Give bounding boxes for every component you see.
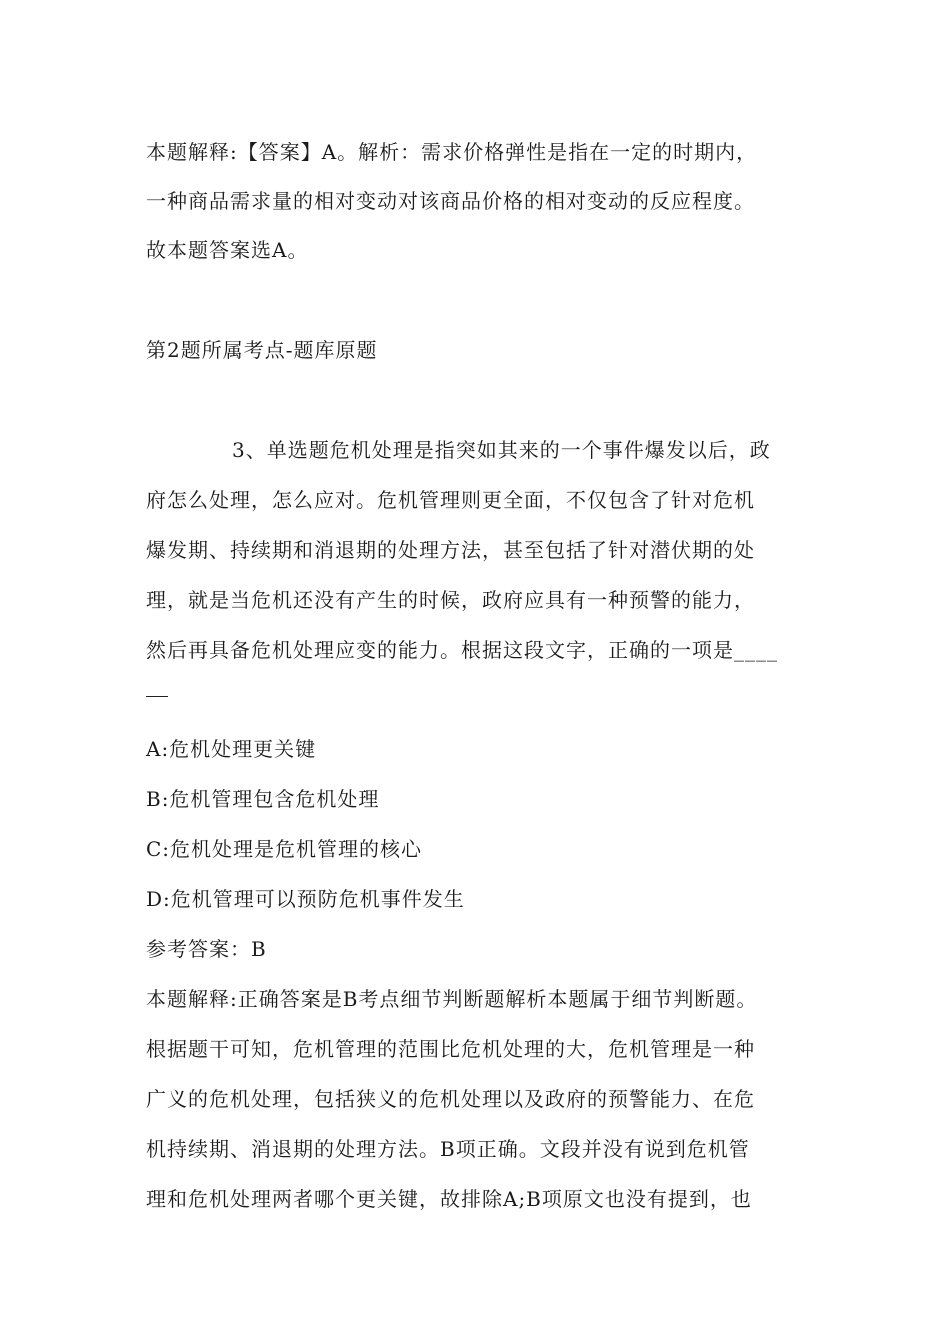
q3-stem-line-1: 3、单选题危机处理是指突如其来的一个事件爆发以后，政: [232, 438, 771, 462]
q3-explanation-line-2: 根据题干可知，危机管理的范围比危机处理的大，危机管理是一种: [146, 1037, 755, 1061]
q3-explanation-line-4: 机持续期、消退期的处理方法。B项正确。文段并没有说到危机管: [146, 1137, 750, 1161]
q3-stem-line-3: 爆发期、持续期和消退期的处理方法，甚至包括了针对潜伏期的处: [146, 538, 755, 562]
q3-explanation-line-3: 广义的危机处理，包括狭义的危机处理以及政府的预警能力、在危: [146, 1087, 755, 1111]
q3-stem-line-5: 然后再具备危机处理应变的能力。根据这段文字，正确的一项是____: [146, 638, 778, 662]
q3-option-b: B:危机管理包含危机处理: [146, 787, 380, 811]
q2-explanation-line-2: 一种商品需求量的相对变动对该商品价格的相对变动的反应程度。: [146, 189, 755, 213]
q2-knowledge-point: 第2题所属考点-题库原题: [146, 338, 378, 362]
q3-explanation-line-5: 理和危机处理两者哪个更关键，故排除A;B项原文也没有提到，也: [146, 1187, 752, 1211]
q3-option-a: A:危机处理更关键: [146, 737, 317, 761]
q3-stem-line-4: 理，就是当危机还没有产生的时候，政府应具有一种预警的能力，: [146, 588, 755, 612]
q3-option-d: D:危机管理可以预防危机事件发生: [146, 887, 465, 911]
q3-explanation-line-1: 本题解释:正确答案是B考点细节判断题解析本题属于细节判断题。: [146, 987, 758, 1011]
q2-explanation-line-1: 本题解释:【答案】A。解析：需求价格弹性是指在一定的时期内，: [146, 140, 758, 164]
q3-stem-line-2: 府怎么处理，怎么应对。危机管理则更全面，不仅包含了针对危机: [146, 488, 755, 512]
q3-option-c: C:危机处理是危机管理的核心: [146, 837, 423, 861]
q2-explanation-line-3: 故本题答案选A。: [146, 238, 309, 262]
answer-blank-continuation: [146, 696, 168, 698]
q3-reference-answer: 参考答案：B: [146, 937, 267, 961]
